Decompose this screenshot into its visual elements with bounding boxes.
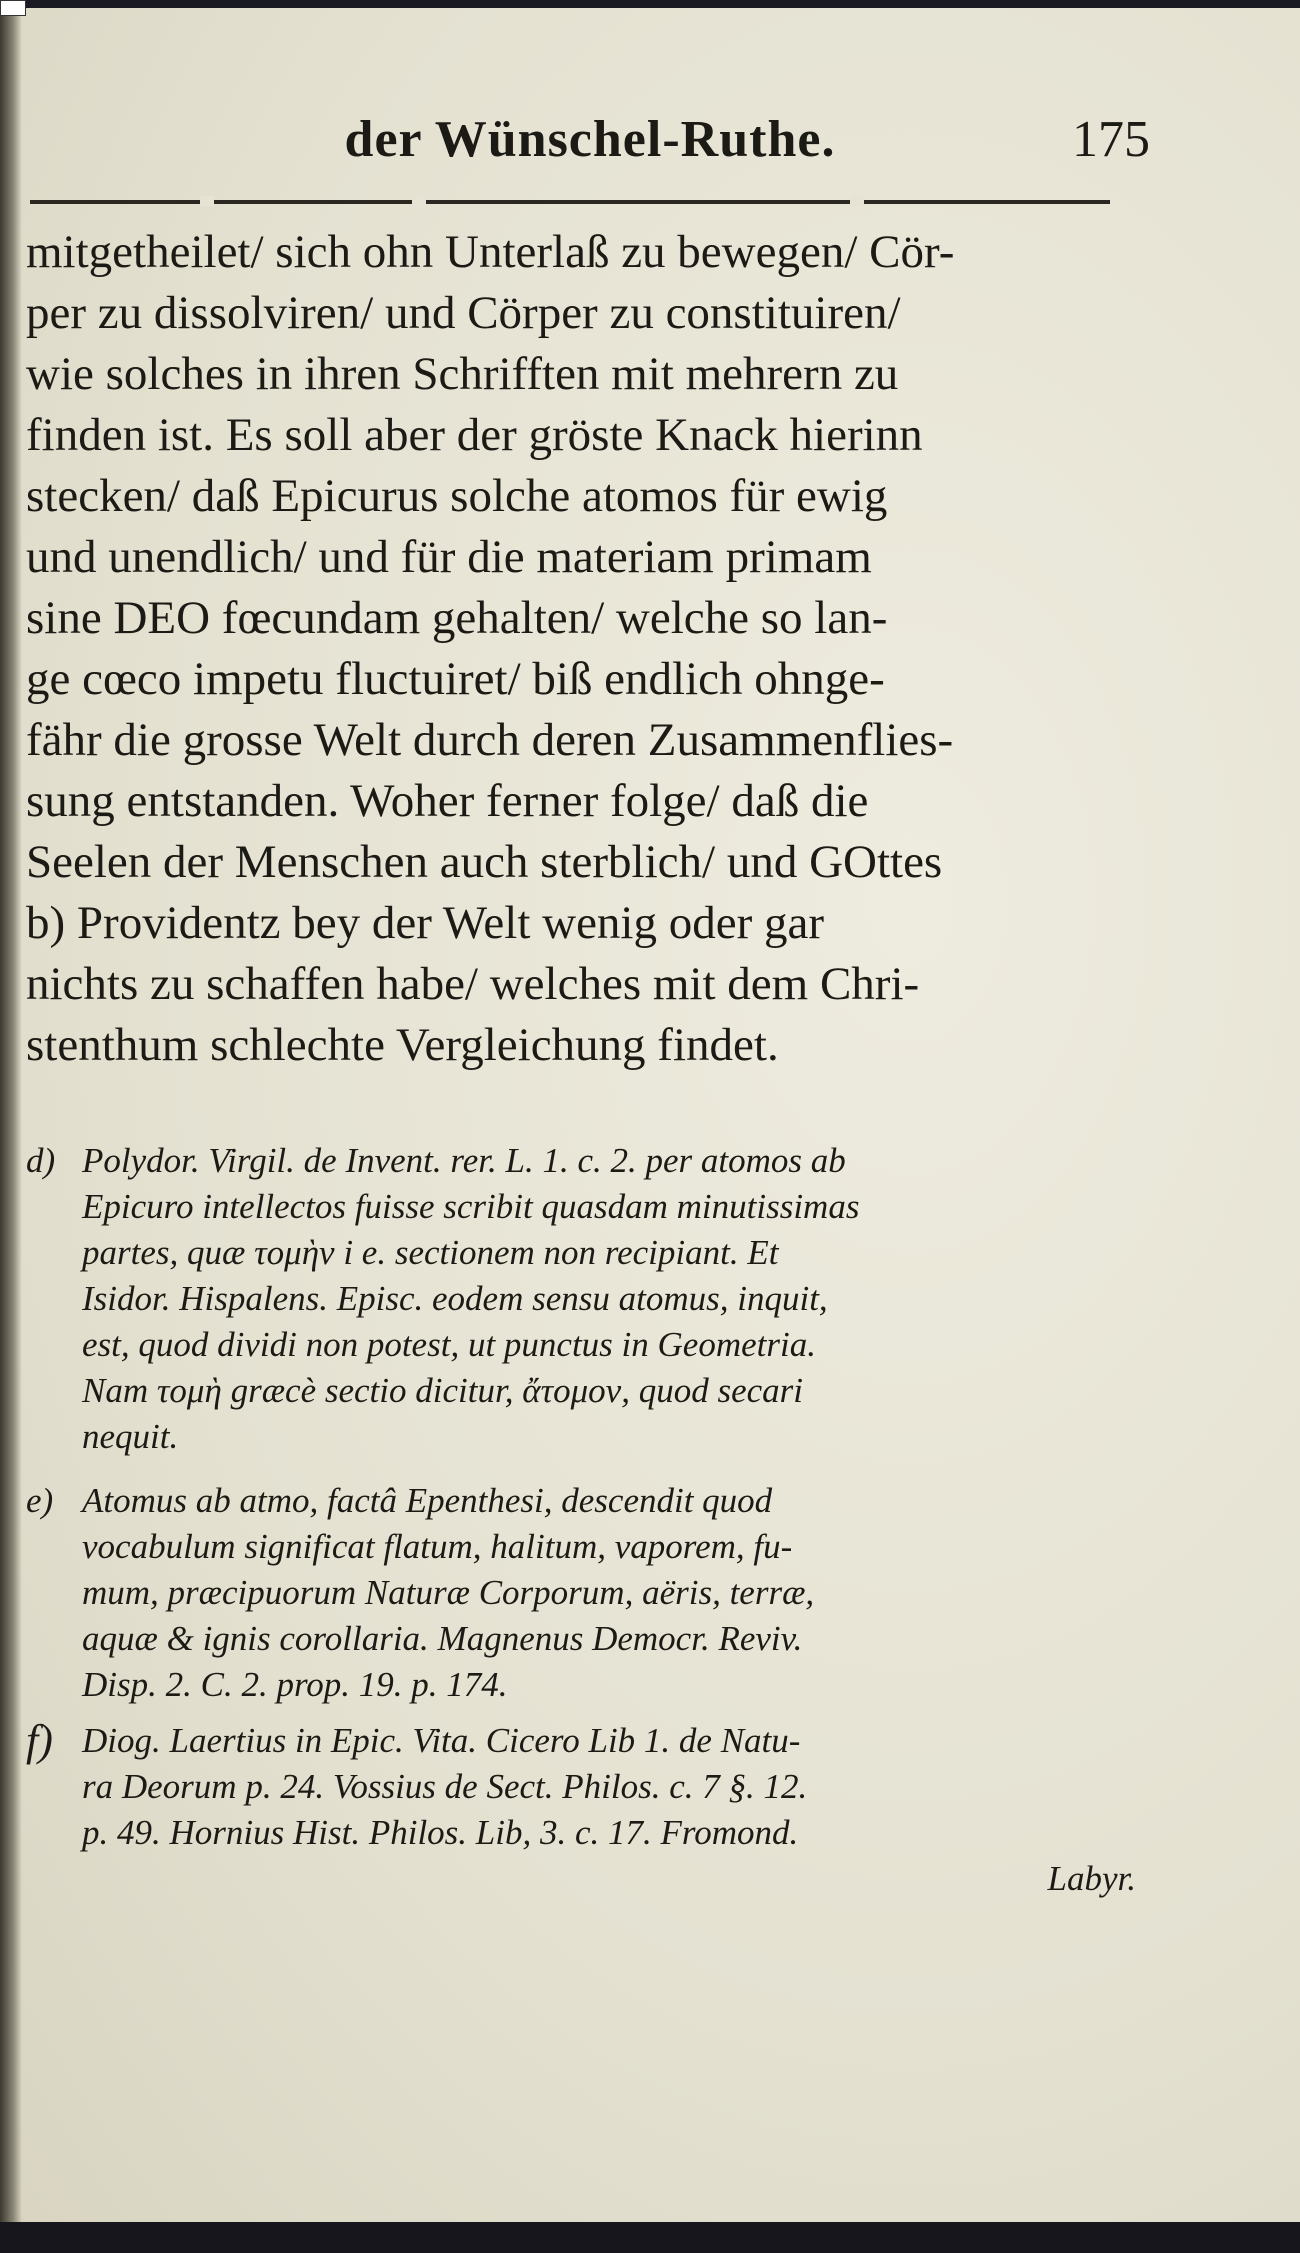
body-line: Seelen der Menschen auch sterblich/ und GOttes [26,836,943,888]
footnote-line: Disp. 2. C. 2. prop. 19. p. 174. [82,1665,508,1704]
footnote-marker: d) [26,1141,56,1180]
body-line: sine DEO fœcundam gehalten/ welche so lan- [26,592,888,644]
footnote-line: aquæ & ignis corollaria. Magnenus Democr. Reviv. [82,1619,803,1658]
body-line: per zu dissolviren/ und Cörper zu constituiren/ [26,287,901,339]
body-line: fähr die grosse Welt durch deren Zusammenflies- [26,714,954,766]
body-line: stenthum schlechte Vergleichung findet. [26,1019,779,1071]
running-title: der Wünschel-Ruthe. [344,111,836,168]
body-line: b) Providentz bey der Welt wenig oder gar [26,897,825,949]
footnote-line: vocabulum significat flatum, halitum, vaporem, fu- [82,1527,793,1566]
corner-marker [0,0,26,16]
body-line: stecken/ daß Epicurus solche atomos für ewig [26,470,888,522]
footnote-marker: f) [26,1716,53,1765]
body-line: mitgetheilet/ sich ohn Unterlaß zu bewegen/ Cör- [26,226,955,278]
footnote-e [26,1478,1136,1708]
rule-gap [200,196,214,206]
footnote-text [82,1718,1136,1902]
rule-gap [412,196,426,206]
footnote-line: est, quod dividi non potest, ut punctus in Geometria. [82,1325,816,1364]
footnote-line: Atomus ab atmo, factâ Epenthesi, descendit quod [82,1481,773,1520]
top-edge [0,0,1300,8]
footnote-line: ra Deorum p. 24. Vossius de Sect. Philos. c. 7 §. 12. [82,1767,808,1806]
footnote-line: partes, quæ τομὴν i e. sectionem non recipiant. Et [82,1233,779,1272]
footnote-marker: e) [26,1481,54,1520]
footnote-line: Epicuro intellectos fuisse scribit quasdam minutissimas [82,1187,860,1226]
bottom-edge [0,2222,1300,2253]
footnote-line: Polydor. Virgil. de Invent. rer. L. 1. c. 2. per atomos ab [82,1141,846,1180]
footnote-line: Isidor. Hispalens. Episc. eodem sensu atomus, inquit, [82,1279,828,1318]
page-header [40,100,1150,190]
body-line: finden ist. Es soll aber der gröste Knack hierinn [26,409,923,461]
body-line: sung entstanden. Woher ferner folge/ daß die [26,775,869,827]
footnote-line: mum, præcipuorum Naturæ Corporum, aëris, terræ, [82,1573,815,1612]
body-line: nichts zu schaffen habe/ welches mit dem Chri- [26,958,920,1010]
footnote-f [26,1718,1136,1902]
footnote-d [26,1138,1136,1460]
footnote-text [82,1478,1136,1708]
rule-gap [850,196,864,206]
footnote-line: nequit. [82,1417,179,1456]
footnotes [26,1138,1136,1910]
footnote-line: Labyr. [1047,1859,1136,1898]
body-paragraph [26,222,1136,1076]
footnote-line: Nam τομὴ græcè sectio dicitur, ἄτομον, quod secari [82,1371,803,1410]
footnote-line: Diog. Laertius in Epic. Vita. Cicero Lib 1. de Natu- [82,1721,801,1760]
page-number: 175 [1072,111,1150,168]
body-line: und unendlich/ und für die materiam primam [26,531,872,583]
footnote-line: p. 49. Hornius Hist. Philos. Lib, 3. c. 17. Fromond. [82,1813,799,1852]
footnote-text [82,1138,1136,1460]
body-line: ge cœco impetu fluctuiret/ biß endlich ohnge- [26,653,885,705]
binding-shadow [0,0,22,2253]
header-rule [30,200,1110,204]
body-line: wie solches in ihren Schrifften mit mehrern zu [26,348,899,400]
